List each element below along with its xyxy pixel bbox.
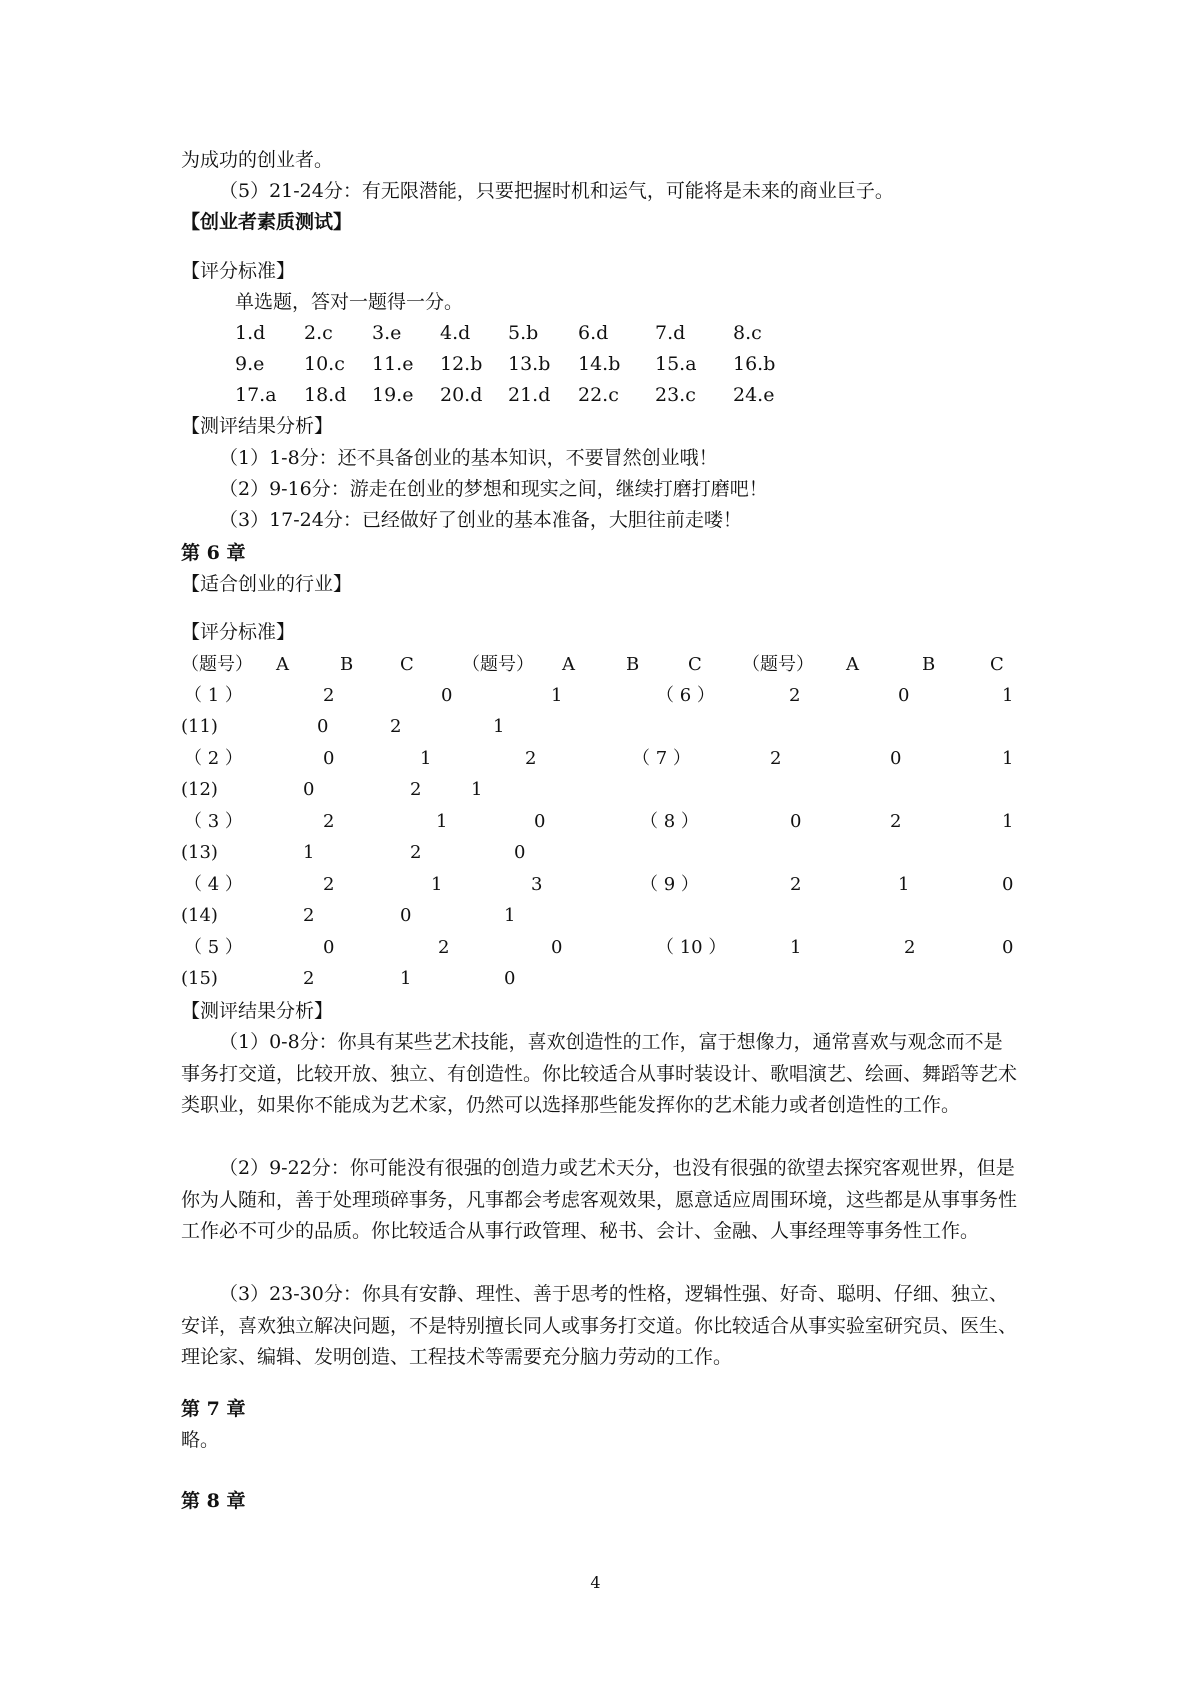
page-number: 4 <box>590 1573 601 1592</box>
table-cell: 1 <box>493 716 505 737</box>
answer-cell: 23.c <box>655 384 696 406</box>
table-cell: 2 <box>303 968 315 989</box>
table-header-cell: （题号） <box>181 654 253 675</box>
answer-cell: 5.b <box>508 322 539 344</box>
table-cell: 2 <box>390 716 402 737</box>
table-cell: 0 <box>1002 937 1014 958</box>
answer-cell: 21.d <box>508 384 551 406</box>
answer-cell: 13.b <box>508 353 551 375</box>
table-cell: （ 7 ） <box>632 748 691 769</box>
analysis-paragraph: （3）23-30分：你具有安静、理性、善于思考的性格，逻辑性强、好奇、聪明、仔细、独立、安详，喜欢独立解决问题，不是特别擅长同人或事务打交道。你比较适合从事实验室研究员、医生、理论家、编辑、发明创造、工程技术等需要充分脑力劳动的工作。 <box>181 1283 1018 1368</box>
table-header-cell: A <box>846 654 859 675</box>
table-header-cell: （题号） <box>742 654 814 675</box>
analysis-paragraph: （1）0-8分：你具有某些艺术技能，喜欢创造性的工作，富于想像力，通常喜欢与观念而不是事务打交道，比较开放、独立、有创造性。你比较适合从事时装设计、歌唱演艺、绘画、舞蹈等艺术类职业，如果你不能成为艺术家，仍然可以选择那些能发挥你的艺术能力或者创造性的工作。 <box>181 1031 1018 1116</box>
table-cell: 1 <box>551 685 563 706</box>
section-title: 【创业者素质测试】 <box>181 211 353 233</box>
table-cell: （ 5 ） <box>184 937 243 958</box>
answer-cell: 6.d <box>578 322 609 344</box>
table-cell: (14) <box>181 905 218 926</box>
table-cell: （ 4 ） <box>184 874 243 895</box>
chapter-text: 略。 <box>181 1429 220 1451</box>
table-cell: 1 <box>431 874 443 895</box>
table-cell: 0 <box>514 842 526 863</box>
table-cell: 1 <box>436 811 448 832</box>
table-cell: 2 <box>789 685 801 706</box>
table-cell: 0 <box>504 968 516 989</box>
table-cell: 2 <box>410 842 422 863</box>
table-cell: 0 <box>400 905 412 926</box>
table-cell: 1 <box>1002 811 1014 832</box>
table-header-cell: （题号） <box>462 654 534 675</box>
chapter-heading: 第 7 章 <box>181 1398 246 1420</box>
answer-cell: 3.e <box>372 322 402 344</box>
table-cell: （ 1 ） <box>184 685 243 706</box>
answer-cell: 7.d <box>655 322 686 344</box>
table-cell: (13) <box>181 842 218 863</box>
intro-line: 为成功的创业者。 <box>181 149 334 171</box>
answer-cell: 16.b <box>733 353 776 375</box>
table-cell: 1 <box>504 905 516 926</box>
table-cell: 0 <box>534 811 546 832</box>
table-cell: 2 <box>323 811 335 832</box>
table-cell: 0 <box>317 716 329 737</box>
answer-cell: 20.d <box>440 384 483 406</box>
answer-cell: 17.a <box>235 384 277 406</box>
table-cell: 2 <box>890 811 902 832</box>
answer-cell: 24.e <box>733 384 775 406</box>
table-cell: 2 <box>323 685 335 706</box>
table-cell: 0 <box>898 685 910 706</box>
table-cell: 1 <box>790 937 802 958</box>
chapter-heading: 第 6 章 <box>181 542 246 564</box>
answer-cell: 14.b <box>578 353 621 375</box>
table-header-cell: C <box>400 654 414 675</box>
table-cell: 0 <box>323 748 335 769</box>
table-header-cell: B <box>340 654 354 675</box>
table-cell: 3 <box>531 874 543 895</box>
table-cell: （ 8 ） <box>640 811 699 832</box>
table-cell: 2 <box>790 874 802 895</box>
table-cell: 2 <box>525 748 537 769</box>
section-title: 【适合创业的行业】 <box>181 573 353 595</box>
answer-cell: 22.c <box>578 384 619 406</box>
table-cell: 2 <box>323 874 335 895</box>
answer-cell: 18.d <box>304 384 347 406</box>
answer-cell: 2.c <box>304 322 333 344</box>
answer-cell: 12.b <box>440 353 483 375</box>
answer-cell: 15.a <box>655 353 697 375</box>
table-cell: （ 2 ） <box>184 748 243 769</box>
table-cell: 2 <box>303 905 315 926</box>
table-cell: 1 <box>1002 748 1014 769</box>
table-cell: (12) <box>181 779 218 800</box>
table-cell: 0 <box>790 811 802 832</box>
table-cell: 1 <box>471 779 483 800</box>
table-cell: 0 <box>441 685 453 706</box>
table-cell: (15) <box>181 968 218 989</box>
scoring-title: 【评分标准】 <box>181 260 296 282</box>
table-header-cell: A <box>276 654 289 675</box>
table-header-cell: C <box>688 654 702 675</box>
table-cell: 0 <box>1002 874 1014 895</box>
table-cell: 0 <box>323 937 335 958</box>
analysis-paragraph: （2）9-22分：你可能没有很强的创造力或艺术天分，也没有很强的欲望去探究客观世界，但是你为人随和，善于处理琐碎事务，凡事都会考虑客观效果，愿意适应周围环境，这些都是从事事务性工作必不可少的品质。你比较适合从事行政管理、秘书、会计、金融、人事经理等事务性工作。 <box>181 1157 1018 1242</box>
table-cell: 2 <box>904 937 916 958</box>
table-cell: 2 <box>410 779 422 800</box>
table-cell: （ 6 ） <box>656 685 715 706</box>
table-cell: 1 <box>1002 685 1014 706</box>
answer-cell: 11.e <box>372 353 414 375</box>
table-cell: （ 9 ） <box>640 874 699 895</box>
answer-cell: 4.d <box>440 322 471 344</box>
table-header-cell: C <box>990 654 1004 675</box>
table-cell: 2 <box>438 937 450 958</box>
table-header-cell: B <box>922 654 936 675</box>
table-cell: 1 <box>898 874 910 895</box>
table-cell: 1 <box>400 968 412 989</box>
answer-cell: 8.c <box>733 322 762 344</box>
table-cell: 0 <box>303 779 315 800</box>
chapter-heading: 第 8 章 <box>181 1490 246 1512</box>
table-cell: 0 <box>890 748 902 769</box>
table-cell: （ 10 ） <box>656 937 727 958</box>
table-cell: 2 <box>770 748 782 769</box>
answer-cell: 1.d <box>235 322 266 344</box>
table-cell: 1 <box>303 842 315 863</box>
scoring-title: 【评分标准】 <box>181 621 296 643</box>
analysis-title: 【测评结果分析】 <box>181 1000 334 1022</box>
analysis-title: 【测评结果分析】 <box>181 415 334 437</box>
table-header-cell: B <box>626 654 640 675</box>
analysis-line: （2）9-16分：游走在创业的梦想和现实之间，继续打磨打磨吧！ <box>219 478 768 500</box>
answer-cell: 9.e <box>235 353 265 375</box>
table-cell: 0 <box>551 937 563 958</box>
intro-line: （5）21-24分：有无限潜能，只要把握时机和运气，可能将是未来的商业巨子。 <box>219 180 894 202</box>
analysis-line: （3）17-24分：已经做好了创业的基本准备，大胆往前走喽！ <box>219 509 742 531</box>
answer-cell: 10.c <box>304 353 345 375</box>
analysis-line: （1）1-8分：还不具备创业的基本知识，不要冒然创业哦！ <box>219 447 718 469</box>
table-cell: 1 <box>420 748 432 769</box>
table-cell: （ 3 ） <box>184 811 243 832</box>
scoring-note: 单选题，答对一题得一分。 <box>235 291 464 313</box>
answer-cell: 19.e <box>372 384 414 406</box>
table-header-cell: A <box>562 654 575 675</box>
table-cell: (11) <box>181 716 218 737</box>
